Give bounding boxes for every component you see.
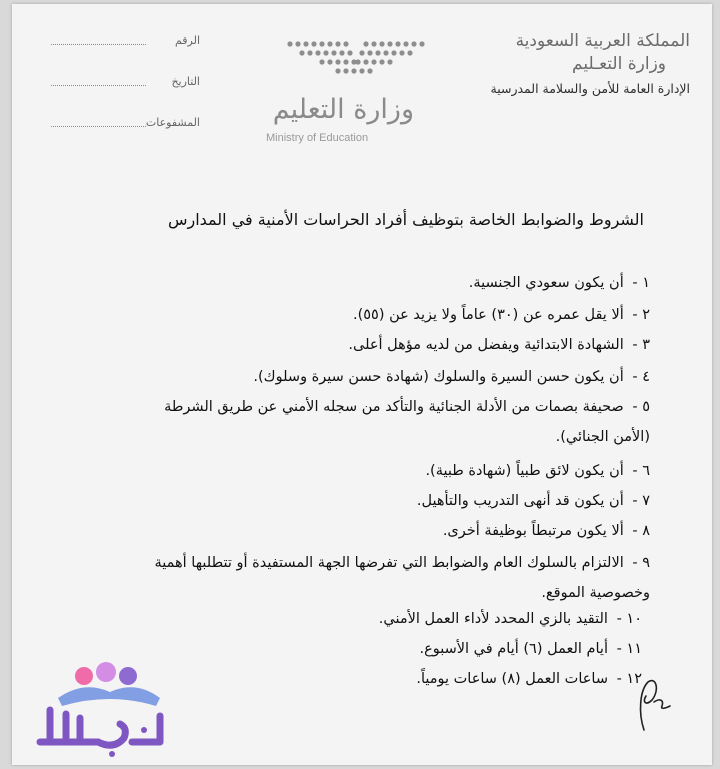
item-text: الالتزام بالسلوك العام والضوابط التي تفرضها الجهة المستفيدة أو تتطلبها أهمية: [154, 555, 624, 571]
item-text: أن يكون حسن السيرة والسلوك (شهادة حسن سيرة وسلوك).: [253, 369, 624, 385]
item-number: ٧ -: [632, 493, 650, 509]
item-number: ١ -: [632, 275, 650, 291]
document-page: [12, 4, 712, 765]
item-text: ألا يقل عمره عن (٣٠) عاماً ولا يزيد عن (٥٥).: [352, 307, 624, 323]
item-text: التقيد بالزي المحدد لأداء العمل الأمني.: [378, 611, 608, 627]
list-item: [30, 456, 650, 486]
list-item: [30, 268, 650, 298]
item-number: ٣ -: [632, 337, 650, 353]
item-number: ٢ -: [632, 307, 650, 323]
letterhead-right: [490, 30, 690, 99]
item-text: ألا يكون مرتبطاً بوظيفة أخرى.: [442, 523, 624, 539]
field-attachments: [12, 116, 212, 157]
list-item: [30, 362, 650, 392]
field-label: المشفوعات: [145, 116, 200, 129]
field-date: [12, 75, 212, 116]
logo-dots-icon: [262, 34, 432, 94]
item-text: أن يكون لائق طبياً (شهادة طبية).: [425, 463, 624, 479]
ministry-name: وزارة التعـليم: [572, 54, 666, 75]
item-number: ٤ -: [632, 369, 650, 385]
list-item: [30, 516, 650, 546]
document-title: الشروط والضوابط الخاصة بتوظيف أفراد الحراسات الأمنية في المدارس: [167, 210, 644, 229]
field-label: الرقم: [174, 34, 200, 47]
field-line: [51, 85, 146, 86]
item-text: الشهادة الابتدائية ويفضل من لديه مؤهل أعلى.: [348, 337, 624, 353]
handwritten-signature: [624, 672, 684, 736]
item-text: أن يكون قد أنهى التدريب والتأهيل.: [416, 493, 624, 509]
item-text: صحيفة بصمات من الأدلة الجنائية والتأكد من سجله الأمني عن طريق الشرطة: [164, 399, 624, 415]
item-text: أن يكون سعودي الجنسية.: [468, 275, 624, 291]
list-item: [30, 392, 650, 452]
item-continuation: وخصوصية الموقع.: [541, 585, 650, 601]
letterhead-fields: [12, 34, 212, 157]
item-number: ١٢ -: [616, 671, 642, 687]
item-number: ٩ -: [632, 555, 650, 571]
list-item: [30, 330, 650, 360]
item-number: ١٠ -: [616, 611, 642, 627]
kingdom-name: المملكة العربية السعودية: [515, 31, 690, 51]
list-item: [30, 486, 650, 516]
talabna-watermark-logo: [28, 658, 168, 758]
list-item: [30, 548, 650, 608]
item-number: ٥ -: [632, 399, 650, 415]
item-text: أيام العمل (٦) أيام في الأسبوع.: [419, 641, 608, 657]
logo-name-english: Ministry of Education: [266, 132, 369, 144]
department-name: الإدارة العامة للأمن والسلامة المدرسية: [490, 80, 690, 96]
field-line: [51, 126, 146, 127]
list-item: [30, 300, 650, 330]
item-continuation: (الأمن الجنائي).: [555, 429, 650, 445]
ministry-logo: [262, 34, 432, 146]
field-number: [12, 34, 212, 75]
item-number: ٦ -: [632, 463, 650, 479]
item-text: ساعات العمل (٨) ساعات يومياً.: [416, 671, 608, 687]
logo-name-arabic: وزارة التعليم: [272, 94, 414, 125]
field-line: [51, 44, 146, 45]
item-number: ١١ -: [616, 641, 642, 657]
item-number: ٨ -: [632, 523, 650, 539]
list-item: [22, 604, 642, 634]
field-label: التاريخ: [171, 75, 200, 88]
